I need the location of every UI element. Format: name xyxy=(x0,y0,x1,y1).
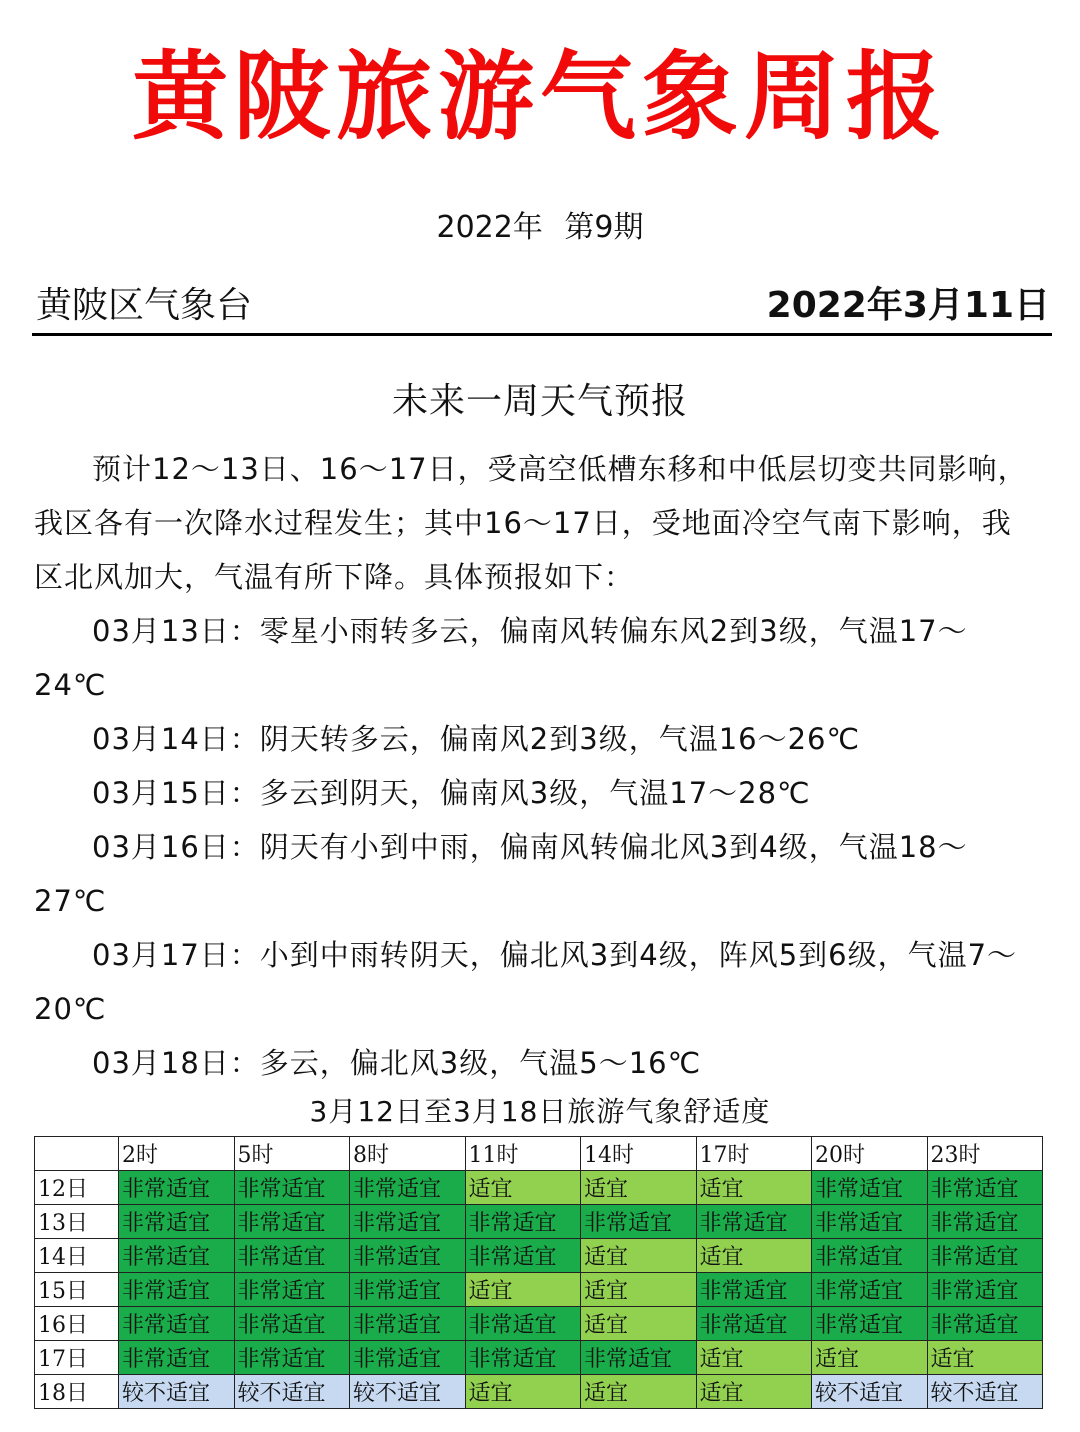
table-row xyxy=(35,1171,1043,1205)
issue-year: 2022年 xyxy=(436,210,543,245)
day-label: 17日 xyxy=(35,1341,119,1375)
comfort-cell: 非常适宜 xyxy=(927,1273,1043,1307)
corner-cell xyxy=(35,1137,119,1171)
comfort-cell: 较不适宜 xyxy=(927,1375,1043,1409)
day-label: 12日 xyxy=(35,1171,119,1205)
comfort-cell: 适宜 xyxy=(581,1307,697,1341)
comfort-cell: 非常适宜 xyxy=(927,1205,1043,1239)
comfort-cell: 非常适宜 xyxy=(927,1239,1043,1273)
hour-header: 8时 xyxy=(350,1137,466,1171)
comfort-cell: 适宜 xyxy=(581,1375,697,1409)
forecast-day: 03月17日：小到中雨转阴天，偏北风3到4级，阵风5到6级，气温7～20℃ xyxy=(34,938,1018,1026)
forecast-day: 03月15日：多云到阴天，偏南风3级，气温17～28℃ xyxy=(92,776,811,810)
comfort-cell: 适宜 xyxy=(581,1273,697,1307)
comfort-cell: 非常适宜 xyxy=(812,1205,928,1239)
comfort-cell: 适宜 xyxy=(465,1375,581,1409)
comfort-cell: 非常适宜 xyxy=(234,1171,350,1205)
table-row xyxy=(35,1307,1043,1341)
section-title: 未来一周天气预报 xyxy=(391,381,688,422)
comfort-cell: 适宜 xyxy=(581,1171,697,1205)
comfort-cell: 非常适宜 xyxy=(119,1341,235,1375)
table-row xyxy=(35,1341,1043,1375)
issue-line xyxy=(0,208,1080,248)
masthead-title: 黄陂旅游气象周报 xyxy=(132,40,948,153)
table-row xyxy=(35,1375,1043,1409)
issue-date: 2022年3月11日 xyxy=(766,285,1050,326)
comfort-cell: 非常适宜 xyxy=(696,1307,812,1341)
hour-header: 5时 xyxy=(234,1137,350,1171)
forecast-day: 03月13日：零星小雨转多云，偏南风转偏东风2到3级，气温17～24℃ xyxy=(34,614,968,702)
issuer-org: 黄陂区气象台 xyxy=(36,285,253,326)
comfort-cell: 非常适宜 xyxy=(581,1205,697,1239)
comfort-cell: 非常适宜 xyxy=(234,1239,350,1273)
comfort-cell: 适宜 xyxy=(812,1341,928,1375)
comfort-cell: 非常适宜 xyxy=(234,1307,350,1341)
comfort-cell: 较不适宜 xyxy=(350,1375,466,1409)
comfort-cell: 非常适宜 xyxy=(927,1307,1043,1341)
day-label: 15日 xyxy=(35,1273,119,1307)
comfort-cell: 非常适宜 xyxy=(812,1273,928,1307)
comfort-cell: 非常适宜 xyxy=(234,1273,350,1307)
table-row xyxy=(35,1273,1043,1307)
hour-header: 11时 xyxy=(465,1137,581,1171)
table-row xyxy=(35,1205,1043,1239)
comfort-cell: 非常适宜 xyxy=(465,1307,581,1341)
table-caption: 3月12日至3月18日旅游气象舒适度 xyxy=(309,1095,771,1128)
comfort-cell: 适宜 xyxy=(696,1375,812,1409)
comfort-cell: 非常适宜 xyxy=(350,1239,466,1273)
comfort-cell: 适宜 xyxy=(927,1341,1043,1375)
comfort-cell: 非常适宜 xyxy=(119,1239,235,1273)
comfort-cell: 较不适宜 xyxy=(234,1375,350,1409)
hour-header: 2时 xyxy=(119,1137,235,1171)
comfort-cell: 非常适宜 xyxy=(465,1341,581,1375)
forecast-day: 03月16日：阴天有小到中雨，偏南风转偏北风3到4级，气温18～27℃ xyxy=(34,830,968,918)
comfort-cell: 非常适宜 xyxy=(234,1205,350,1239)
forecast-day: 03月18日：多云，偏北风3级，气温5～16℃ xyxy=(92,1046,702,1080)
comfort-cell: 非常适宜 xyxy=(350,1171,466,1205)
comfort-cell: 适宜 xyxy=(581,1239,697,1273)
comfort-cell: 非常适宜 xyxy=(350,1341,466,1375)
comfort-cell: 非常适宜 xyxy=(696,1273,812,1307)
hour-header: 20时 xyxy=(812,1137,928,1171)
forecast-intro: 预计12～13日、16～17日，受高空低槽东移和中低层切变共同影响，我区各有一次降水过程发生；其中16～17日，受地面冷空气南下影响，我区北风加大，气温有所下降。具体预报如下： xyxy=(34,452,1028,594)
comfort-cell: 非常适宜 xyxy=(812,1307,928,1341)
comfort-cell: 适宜 xyxy=(465,1171,581,1205)
comfort-cell: 适宜 xyxy=(696,1171,812,1205)
forecast-day: 03月14日：阴天转多云，偏南风2到3级，气温16～26℃ xyxy=(92,722,861,756)
comfort-cell: 适宜 xyxy=(465,1273,581,1307)
hour-header: 17时 xyxy=(696,1137,812,1171)
comfort-cell: 较不适宜 xyxy=(119,1375,235,1409)
comfort-cell: 非常适宜 xyxy=(581,1341,697,1375)
comfort-table xyxy=(34,1136,1043,1409)
comfort-cell: 较不适宜 xyxy=(812,1375,928,1409)
table-row xyxy=(35,1239,1043,1273)
day-label: 18日 xyxy=(35,1375,119,1409)
hour-header: 14时 xyxy=(581,1137,697,1171)
comfort-cell: 非常适宜 xyxy=(119,1307,235,1341)
header-divider xyxy=(32,333,1052,336)
comfort-cell: 非常适宜 xyxy=(927,1171,1043,1205)
comfort-cell: 适宜 xyxy=(696,1341,812,1375)
comfort-cell: 非常适宜 xyxy=(696,1205,812,1239)
comfort-cell: 非常适宜 xyxy=(465,1205,581,1239)
day-label: 13日 xyxy=(35,1205,119,1239)
comfort-cell: 非常适宜 xyxy=(350,1273,466,1307)
comfort-cell: 非常适宜 xyxy=(465,1239,581,1273)
day-label: 14日 xyxy=(35,1239,119,1273)
comfort-cell: 非常适宜 xyxy=(119,1171,235,1205)
comfort-cell: 非常适宜 xyxy=(234,1341,350,1375)
comfort-cell: 非常适宜 xyxy=(350,1307,466,1341)
comfort-cell: 非常适宜 xyxy=(812,1239,928,1273)
table-header-row xyxy=(35,1137,1043,1171)
comfort-cell: 非常适宜 xyxy=(350,1205,466,1239)
comfort-cell: 非常适宜 xyxy=(812,1171,928,1205)
forecast-body xyxy=(34,442,1038,1090)
hour-header: 23时 xyxy=(927,1137,1043,1171)
comfort-cell: 非常适宜 xyxy=(119,1273,235,1307)
day-label: 16日 xyxy=(35,1307,119,1341)
comfort-cell: 适宜 xyxy=(696,1239,812,1273)
comfort-cell: 非常适宜 xyxy=(119,1205,235,1239)
issue-number: 第9期 xyxy=(564,210,644,245)
comfort-table-body xyxy=(35,1171,1043,1409)
